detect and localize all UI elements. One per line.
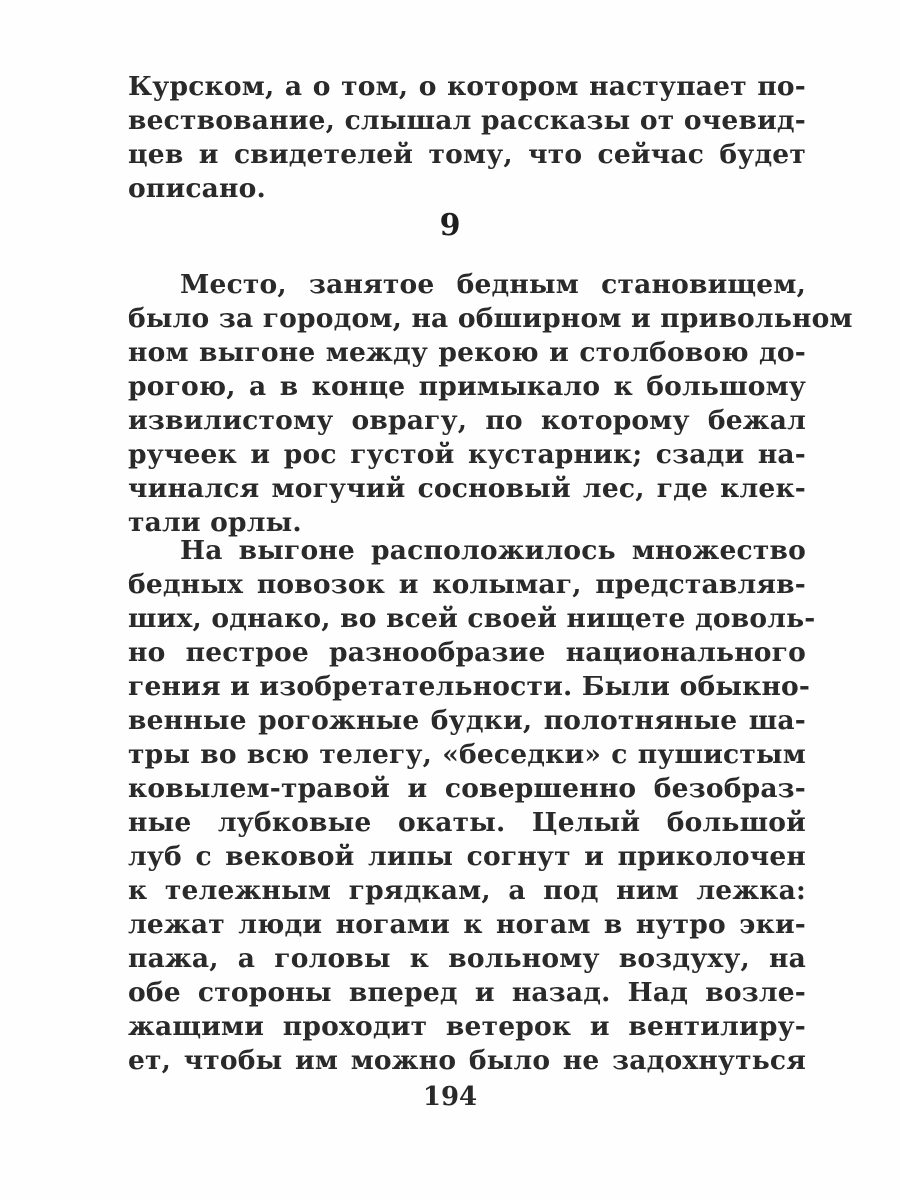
chapter-number: 9 (439, 208, 461, 243)
text-line: ковылем-травой и совершенно безобраз- (128, 773, 806, 804)
text-line: венные рогожные будки, полотняные ша- (128, 705, 806, 736)
text-line: Место, занятое бедным становищем, (180, 269, 806, 300)
text-line: На выгоне расположилось множество (180, 535, 806, 566)
text-line: ном выгоне между рекою и столбовою до- (128, 337, 806, 368)
text-line: тры во всю телегу, «беседки» с пушистым (128, 739, 806, 770)
text-line: чинался могучий сосновый лес, где клек- (128, 473, 806, 504)
text-line: вествование, слышал рассказы от очевид- (128, 105, 806, 136)
text-line: гения и изобретательности. Были обыкно- (128, 671, 811, 702)
text-line: луб с вековой липы согнут и приколочен (128, 841, 806, 872)
text-line: к тележным грядкам, а под ним лежка: (128, 875, 806, 906)
text-line: но пестрое разнообразие национального (128, 637, 806, 668)
text-line: извилистому оврагу, по которому бежал (128, 405, 806, 436)
text-line: цев и свидетелей тому, что сейчас будет (128, 139, 806, 170)
text-line: ет, чтобы им можно было не задохнуться (128, 1045, 806, 1076)
text-line: ручеек и рос густой кустарник; сзади на- (128, 439, 806, 470)
text-line: обе стороны вперед и назад. Над возле- (128, 977, 806, 1008)
text-line: тали орлы. (128, 507, 302, 538)
text-line: ших, однако, во всей своей нищете доволь- (128, 603, 816, 634)
text-line: пажа, а головы к вольному воздуху, на (128, 943, 806, 974)
text-line: лежат люди ногами к ногам в нутро эки- (128, 909, 806, 940)
text-line: Курском, а о том, о котором наступает по- (128, 71, 806, 102)
text-line: рогою, а в конце примыкало к большому (128, 371, 806, 402)
text-line: бедных повозок и колымаг, представляв- (128, 569, 806, 600)
text-line: ные лубковые окаты. Целый большой (128, 807, 806, 838)
text-line: жащими проходит ветерок и вентилиру- (128, 1011, 806, 1042)
text-line: описано. (128, 173, 266, 204)
page-number: 194 (422, 1082, 478, 1112)
text-line: было за городом, на обширном и привольном (128, 303, 853, 334)
